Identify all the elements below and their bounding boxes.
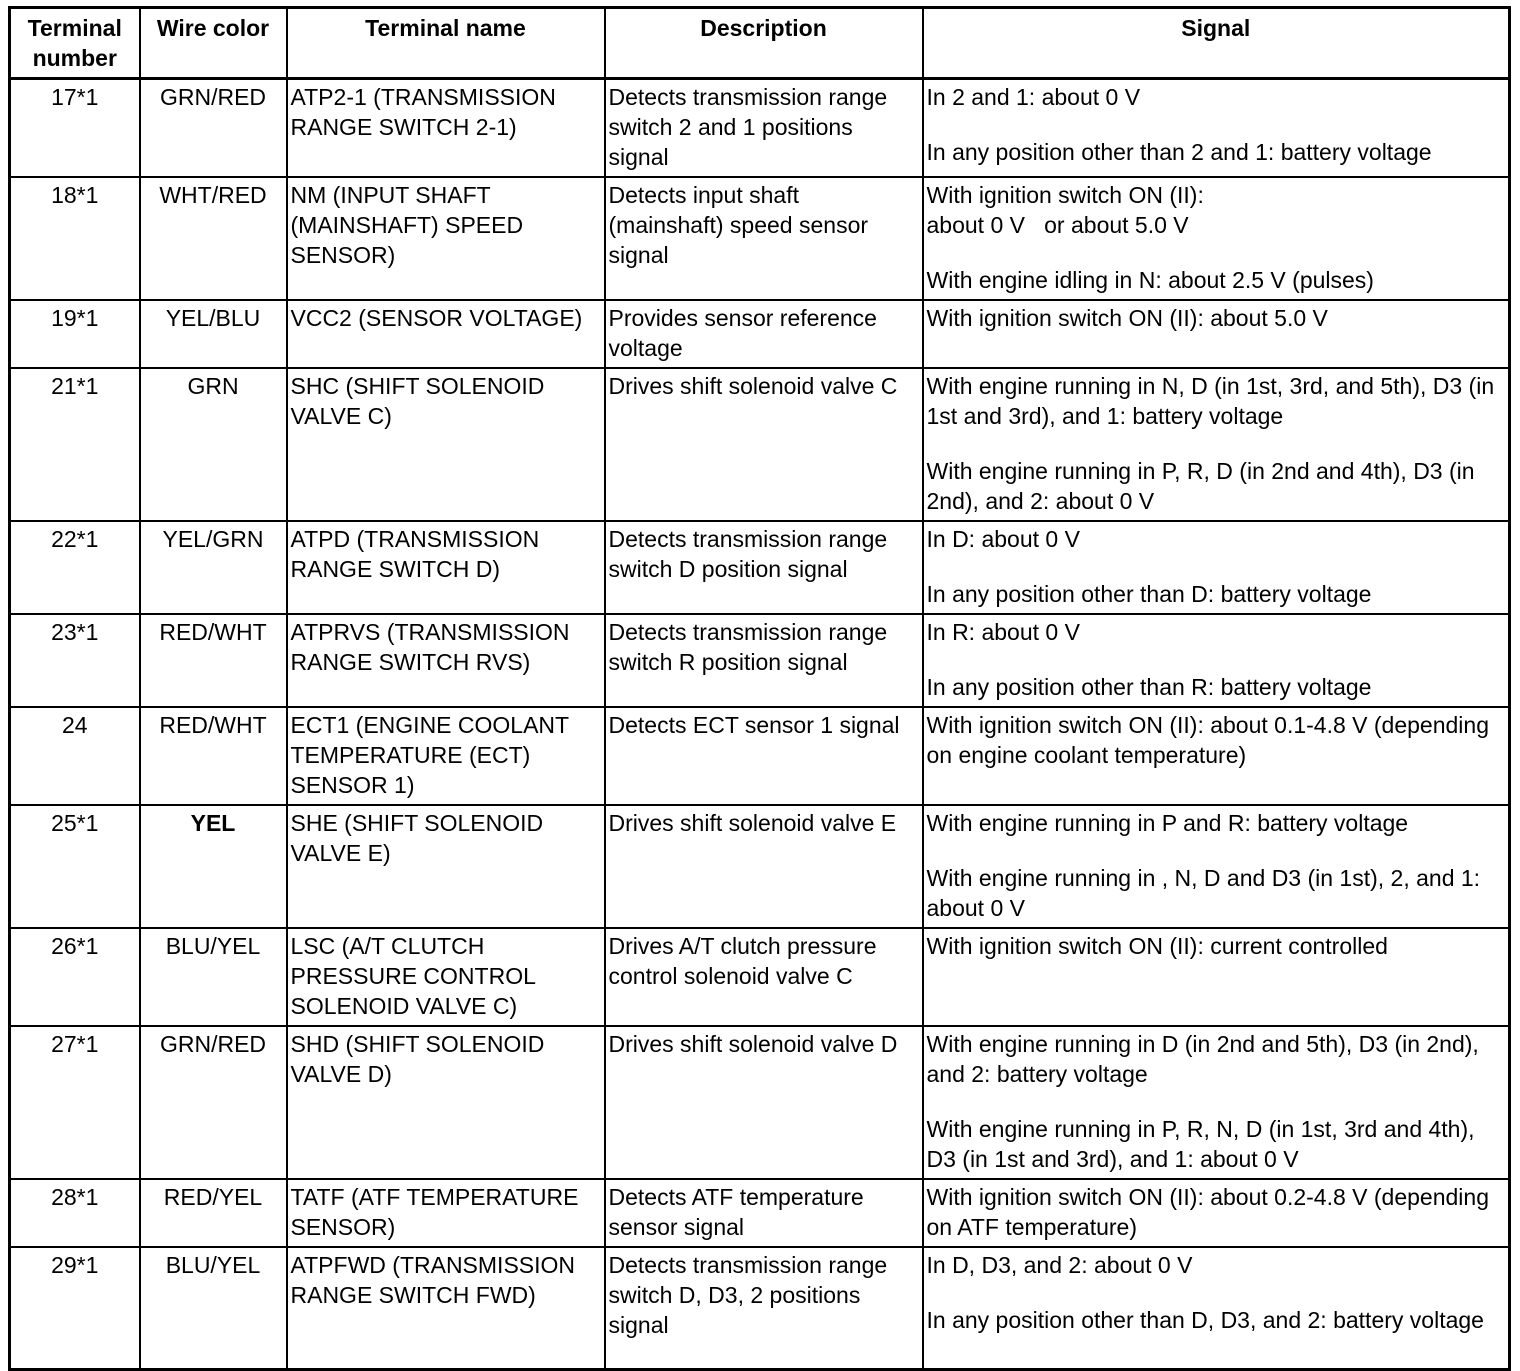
table-row [10,707,1510,805]
table-row [10,300,1510,368]
signal-line: With engine idling in N: about 2.5 V (pulses) [926,267,1374,293]
wire-color: YEL/BLU [140,300,287,368]
terminal-name: VCC2 (SENSOR VOLTAGE) [287,300,605,368]
col-wire-color: Wire color [140,8,287,79]
description: Drives shift solenoid valve E [605,805,923,928]
signal [923,368,1510,521]
terminal-name: ATPD (TRANSMISSION RANGE SWITCH D) [287,521,605,614]
signal-line: With engine running in P, R, D (in 2nd and 4th), D3 (in 2nd), and 2: about 0 V [926,458,1475,514]
signal [923,614,1510,707]
wire-color: BLU/YEL [140,1247,287,1369]
terminal-name: SHD (SHIFT SOLENOID VALVE D) [287,1026,605,1179]
terminal-number: 27*1 [10,1026,140,1179]
signal [923,300,1510,368]
wire-color: GRN/RED [140,79,287,178]
signal-line: In any position other than R: battery voltage [926,674,1372,700]
terminal-number: 18*1 [10,177,140,300]
description: Drives shift solenoid valve C [605,368,923,521]
col-signal: Signal [923,8,1510,79]
signal-line: With ignition switch ON (II): about 0.1-4.8 V (depending on engine coolant temperature) [926,712,1490,768]
description: Drives shift solenoid valve D [605,1026,923,1179]
terminal-name: ATPFWD (TRANSMISSION RANGE SWITCH FWD) [287,1247,605,1369]
signal [923,521,1510,614]
table-row [10,521,1510,614]
signal-line: With ignition switch ON (II): about 0 V or about 5.0 V [926,182,1204,238]
description: Detects transmission range switch R position signal [605,614,923,707]
header-row [10,8,1510,79]
table-row [10,1179,1510,1247]
table-row [10,614,1510,707]
signal-line: With ignition switch ON (II): about 0.2-4.8 V (depending on ATF temperature) [926,1184,1490,1240]
col-description: Description [605,8,923,79]
description: Provides sensor reference voltage [605,300,923,368]
wire-color: RED/WHT [140,614,287,707]
wire-color: GRN [140,368,287,521]
terminal-number: 23*1 [10,614,140,707]
col-terminal-name: Terminal name [287,8,605,79]
terminal-number: 28*1 [10,1179,140,1247]
terminal-name: LSC (A/T CLUTCH PRESSURE CONTROL SOLENOID VALVE C) [287,928,605,1026]
signal-line: In any position other than 2 and 1: battery voltage [926,139,1432,165]
table-row [10,1247,1510,1369]
wire-color: BLU/YEL [140,928,287,1026]
description: Detects ATF temperature sensor signal [605,1179,923,1247]
terminal-number: 25*1 [10,805,140,928]
terminal-name: ECT1 (ENGINE COOLANT TEMPERATURE (ECT) SENSOR 1) [287,707,605,805]
signal-line: In D: about 0 V [926,526,1080,552]
terminal-number: 26*1 [10,928,140,1026]
signal-line: In D, D3, and 2: about 0 V [926,1252,1193,1278]
wire-color: YEL/GRN [140,521,287,614]
table-row [10,805,1510,928]
signal-line: With engine running in P and R: battery voltage [926,810,1409,836]
description: Detects transmission range switch 2 and 1 positions signal [605,79,923,178]
signal-line: In any position other than D: battery voltage [926,581,1372,607]
terminal-table [8,6,1511,1371]
terminal-number: 21*1 [10,368,140,521]
signal-line: With engine running in , N, D and D3 (in 1st), 2, and 1: about 0 V [926,865,1481,921]
signal [923,1247,1510,1369]
wire-color: RED/WHT [140,707,287,805]
wire-color: WHT/RED [140,177,287,300]
signal [923,707,1510,805]
terminal-name: TATF (ATF TEMPERATURE SENSOR) [287,1179,605,1247]
wire-color: YEL [140,805,287,928]
signal-line: In R: about 0 V [926,619,1080,645]
signal [923,1026,1510,1179]
col-terminal-number: Terminal number [10,8,140,79]
description: Detects ECT sensor 1 signal [605,707,923,805]
signal [923,928,1510,1026]
signal-line: With engine running in P, R, N, D (in 1st, 3rd and 4th), D3 (in 1st and 3rd), and 1: about 0 V [926,1116,1475,1172]
signal [923,79,1510,178]
terminal-number: 17*1 [10,79,140,178]
terminal-number: 19*1 [10,300,140,368]
signal [923,1179,1510,1247]
table-row [10,1026,1510,1179]
terminal-name: SHC (SHIFT SOLENOID VALVE C) [287,368,605,521]
table-row [10,368,1510,521]
terminal-number: 29*1 [10,1247,140,1369]
signal-line: With engine running in N, D (in 1st, 3rd, and 5th), D3 (in 1st and 3rd), and 1: battery voltage [926,373,1495,429]
wire-color: GRN/RED [140,1026,287,1179]
signal [923,177,1510,300]
description: Drives A/T clutch pressure control solenoid valve C [605,928,923,1026]
signal-line: With ignition switch ON (II): current controlled [926,933,1388,959]
signal-line: In any position other than D, D3, and 2: battery voltage [926,1307,1484,1333]
signal-line: With ignition switch ON (II): about 5.0 V [926,305,1328,331]
terminal-number: 24 [10,707,140,805]
signal-line: With engine running in D (in 2nd and 5th), D3 (in 2nd), and 2: battery voltage [926,1031,1479,1087]
description: Detects transmission range switch D position signal [605,521,923,614]
terminal-name: SHE (SHIFT SOLENOID VALVE E) [287,805,605,928]
wire-color: RED/YEL [140,1179,287,1247]
description: Detects transmission range switch D, D3, 2 positions signal [605,1247,923,1369]
terminal-number: 22*1 [10,521,140,614]
terminal-name: ATP2-1 (TRANSMISSION RANGE SWITCH 2-1) [287,79,605,178]
table-row [10,928,1510,1026]
terminal-name: NM (INPUT SHAFT (MAINSHAFT) SPEED SENSOR) [287,177,605,300]
signal [923,805,1510,928]
table-row [10,79,1510,178]
description: Detects input shaft (mainshaft) speed sensor signal [605,177,923,300]
signal-line: In 2 and 1: about 0 V [926,84,1141,110]
terminal-name: ATPRVS (TRANSMISSION RANGE SWITCH RVS) [287,614,605,707]
table-row [10,177,1510,300]
